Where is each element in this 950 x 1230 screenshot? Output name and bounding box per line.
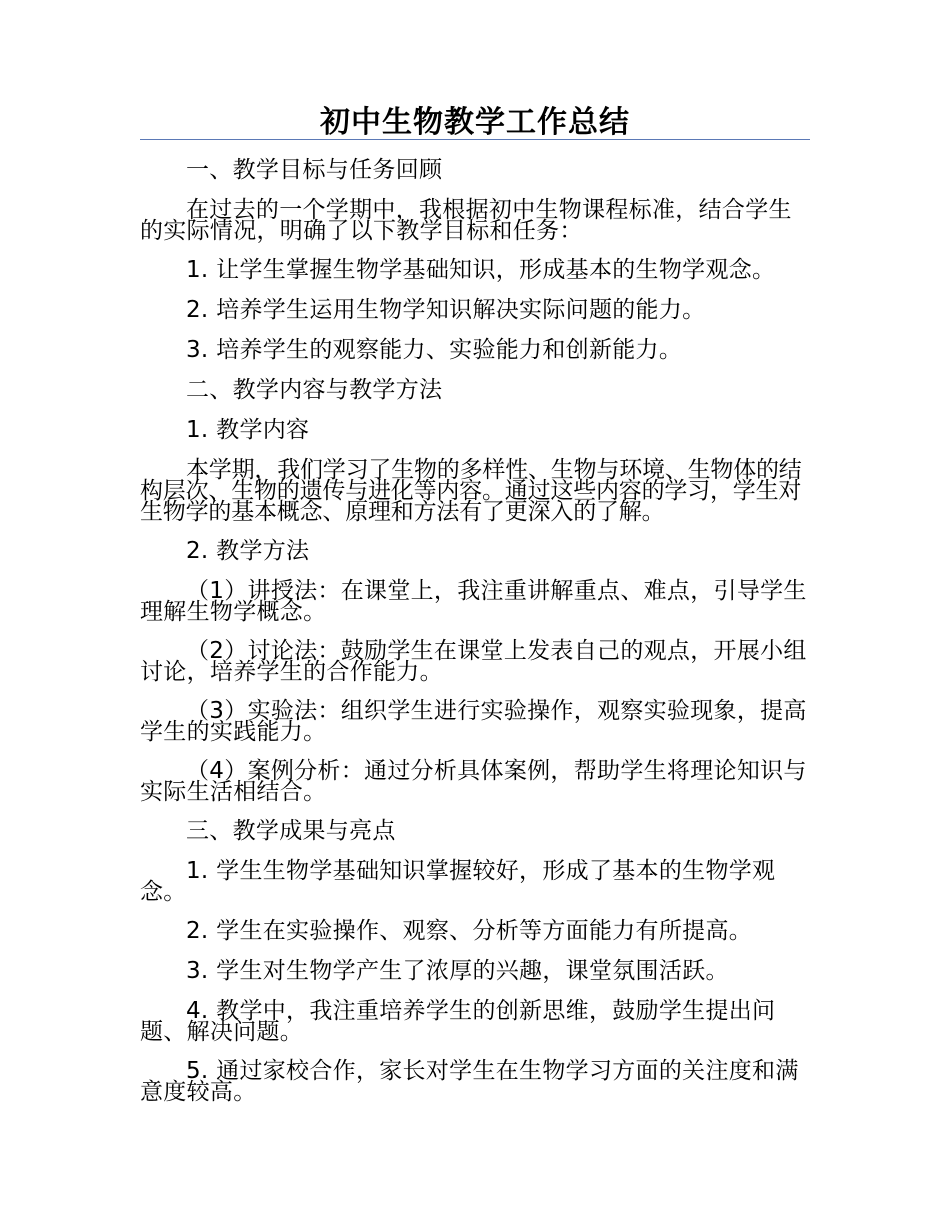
result-item-1: 1. 学生生物学基础知识掌握较好，形成了基本的生物学观念。 (140, 858, 776, 905)
method-lecture: （1）讲授法：在课堂上，我注重讲解重点、难点，引导学生理解生物学概念。 (140, 578, 807, 625)
result-item-5: 5. 通过家校合作，家长对学生在生物学习方面的关注度和满意度较高。 (140, 1058, 799, 1105)
document-body (140, 157, 812, 1121)
result-item-3: 3. 学生对生物学产生了浓厚的兴趣，课堂氛围活跃。 (186, 958, 729, 984)
section-heading-1: 一、教学目标与任务回顾 (186, 157, 443, 183)
goal-item-1: 1. 让学生掌握生物学基础知识，形成基本的生物学观念。 (186, 257, 776, 283)
result-item-4: 4. 教学中，我注重培养学生的创新思维，鼓励学生提出问题、解决问题。 (140, 998, 776, 1045)
goal-item-3: 3. 培养学生的观察能力、实验能力和创新能力。 (186, 337, 683, 363)
title-underline (140, 139, 810, 140)
subheading-content: 1. 教学内容 (186, 417, 310, 443)
result-item-2: 2. 学生在实验操作、观察、分析等方面能力有所提高。 (186, 918, 753, 944)
paragraph-content: 本学期，我们学习了生物的多样性、生物与环境、生物体的结构层次、生物的遗传与进化等内容。通过这些内容的学习，学生对生物学的基本概念、原理和方法有了更深入的了解。 (140, 457, 802, 525)
section-heading-2: 二、教学内容与教学方法 (186, 377, 443, 403)
subheading-methods: 2. 教学方法 (186, 538, 310, 564)
goal-item-2: 2. 培养学生运用生物学知识解决实际问题的能力。 (186, 297, 706, 323)
method-discussion: （2）讨论法：鼓励学生在课堂上发表自己的观点，开展小组讨论，培养学生的合作能力。 (140, 638, 807, 685)
paragraph-intro: 在过去的一个学期中，我根据初中生物课程标准，结合学生的实际情况，明确了以下教学目标和任务： (140, 197, 792, 244)
method-case-analysis: （4）案例分析：通过分析具体案例，帮助学生将理论知识与实际生活相结合。 (140, 758, 807, 805)
section-heading-3: 三、教学成果与亮点 (186, 818, 396, 844)
document-title: 初中生物教学工作总结 (320, 105, 630, 140)
method-experiment: （3）实验法：组织学生进行实验操作，观察实验现象，提高学生的实践能力。 (140, 698, 807, 745)
